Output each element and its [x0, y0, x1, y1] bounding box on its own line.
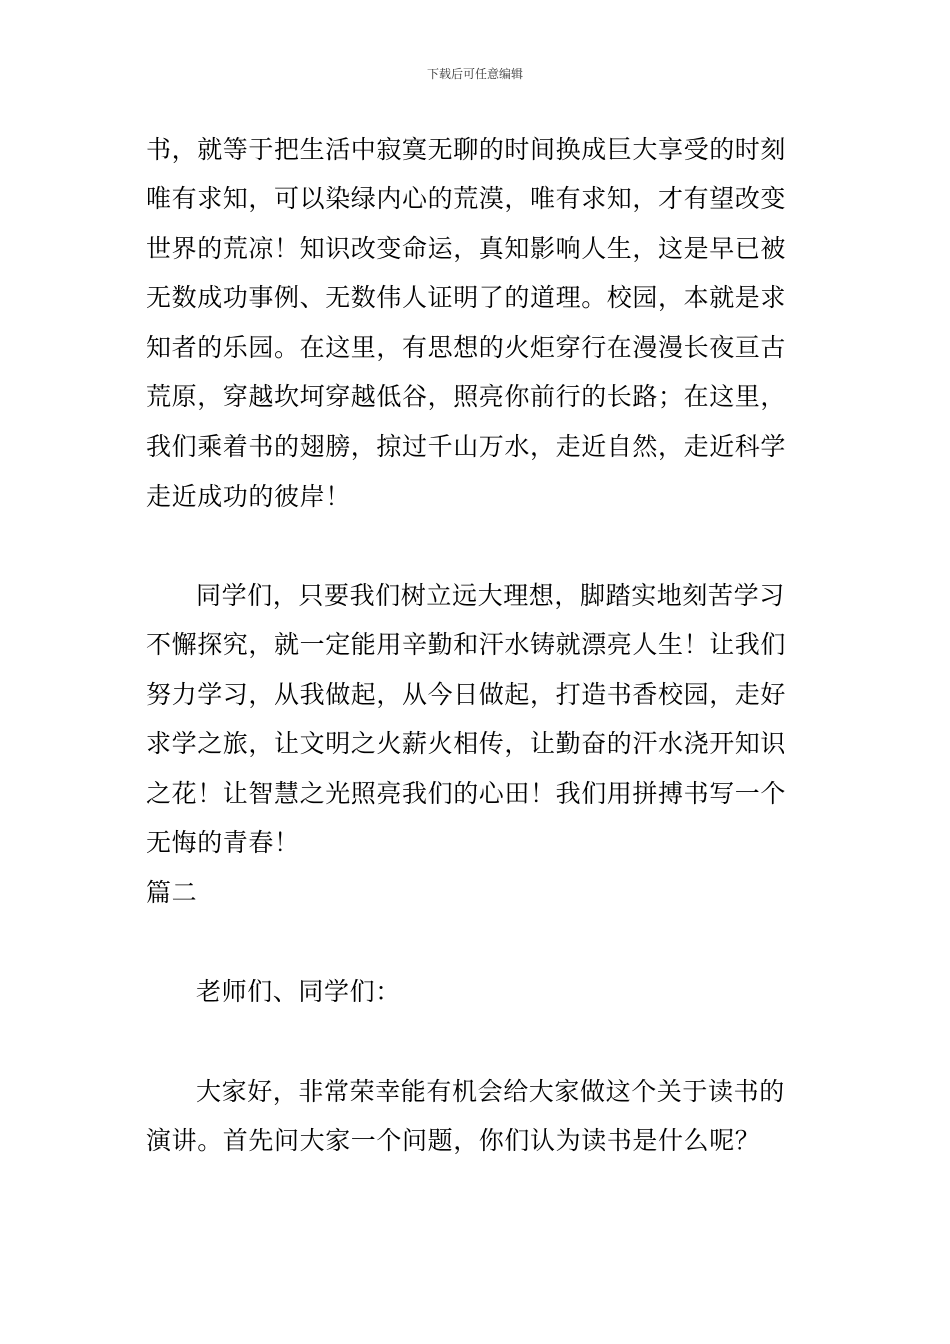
- paragraph-line: 书，就等于把生活中寂寞无聊的时间换成巨大享受的时刻: [146, 135, 787, 164]
- paragraph-line: 同学们，只要我们树立远大理想，脚踏实地刻苦学习: [196, 581, 785, 610]
- paragraph-line: 世界的荒凉！知识改变命运，真知影响人生，这是早已被: [146, 234, 787, 263]
- section-heading: 篇二: [146, 878, 198, 907]
- paragraph-line: 大家好，非常荣幸能有机会给大家做这个关于读书的: [196, 1077, 785, 1106]
- paragraph-line: 无数成功事例、无数伟人证明了的道理。校园，本就是求: [146, 283, 787, 312]
- paragraph-line: 走近成功的彼岸！: [146, 482, 351, 511]
- paragraph-line: 唯有求知，可以染绿内心的荒漠，唯有求知，才有望改变: [146, 184, 787, 213]
- paragraph-line: 荒原，穿越坎坷穿越低谷，照亮你前行的长路；在这里，: [146, 382, 787, 411]
- paragraph-line: 努力学习，从我做起，从今日做起，打造书香校园，走好: [146, 680, 787, 709]
- paragraph-line: 不懈探究，就一定能用辛勤和汗水铸就漂亮人生！让我们: [146, 630, 787, 659]
- paragraph-line: 演讲。首先问大家一个问题，你们认为读书是什么呢？: [146, 1126, 761, 1155]
- paragraph-line: 之花！让智慧之光照亮我们的心田！我们用拼搏书写一个: [146, 779, 787, 808]
- greeting: 老师们、同学们：: [196, 977, 401, 1006]
- paragraph-line: 我们乘着书的翅膀，掠过千山万水，走近自然，走近科学: [146, 432, 787, 461]
- page-header: 下载后可任意编辑: [426, 67, 523, 81]
- paragraph-line: 无悔的青春！: [146, 828, 300, 857]
- paragraph-line: 知者的乐园。在这里，有思想的火炬穿行在漫漫长夜亘古: [146, 333, 787, 362]
- paragraph-line: 求学之旅，让文明之火薪火相传，让勤奋的汗水浇开知识: [146, 729, 787, 758]
